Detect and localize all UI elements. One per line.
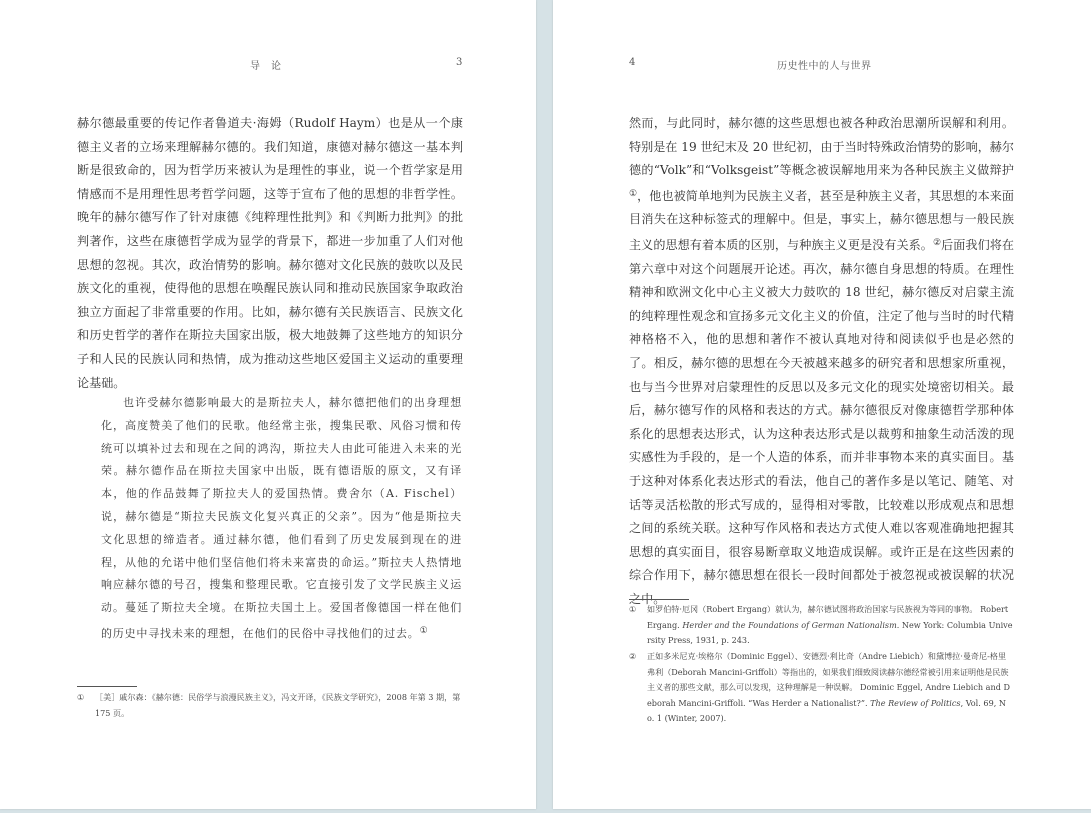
right-footnote-2 xyxy=(629,649,1013,727)
left-body-paragraph: 赫尔德最重要的传记作者鲁道夫·海姆（Rudolf Haym）也是从一个康德主义者的立场来理解赫尔德的。我们知道，康德对赫尔德这一基本判断是很致命的，因为哲学历来被认为是理性的事业，说一个哲学家是用情感而不是用理性思考哲学问题，这等于宣布了他的思想的非哲学性。晚年的赫尔德写作了针对康德《纯粹理性批判》和《判断力批判》的批判著作，这些在康德哲学成为显学的背景下，都进一步加重了人们对他思想的忽视。其次，政治情势的影响。赫尔德对文化民族的鼓吹以及民族文化的重视，使得他的思想在唤醒民族认同和推动民族国家争取政治独立方面起了非常重要的作用。比如，赫尔德有关民族语言、民族文化和历史哲学的著作在斯拉夫国家出版，极大地鼓舞了这些地方的知识分子和人民的民族认同和热情，成为推动这些地区爱国主义运动的重要理论基础。 xyxy=(77,116,463,390)
right-page-number: 4 xyxy=(629,57,636,68)
footnote-1-mark: ① xyxy=(629,604,637,614)
footnote-2-mark: ② xyxy=(629,651,637,661)
right-body-paragraph xyxy=(629,112,1014,611)
footnote-ref-1[interactable]: ① xyxy=(629,188,638,199)
right-footnote-1 xyxy=(629,602,1013,649)
footnote-2-pre: Dominic Eggel, Andre Liebich and Deborah Mancini-Griffoli. “Was Herder a Nationalist?”. xyxy=(647,682,1010,708)
footnote-1-post: . New York: Columbia University Press, 1931, p. 243. xyxy=(647,619,1013,645)
left-header-title: 导 论 xyxy=(250,61,282,72)
block-quote-text: 也许受赫尔德影响最大的是斯拉夫人，赫尔德把他们的出身理想化，高度赞美了他们的民歌。他经常主张，搜集民歌、风俗习惯和传统可以填补过去和现在之间的鸿沟，斯拉夫人由此可能进入未来的光荣。赫尔德作品在斯拉夫国家中出版，既有德语版的原文，又有译本，他的作品鼓舞了斯拉夫人的爱国热情。费舍尔（A. Fischel）说，赫尔德是“斯拉夫民族文化复兴真正的父亲”。因为“他是斯拉夫文化思想的缔造者。通过赫尔德，他们看到了历史发展到现在的进程，从他的允诺中他们坚信他们将未来富贵的命运。”斯拉夫人热情地响应赫尔德的号召，搜集和整理民歌。它直接引发了文学民族主义运动。蔓延了斯拉夫全境。在斯拉夫国土上。爱国者像德国一样在他们的历史中寻找未来的理想，在他们的民俗中寻找他们的过去。 xyxy=(101,396,462,640)
right-para-part-2: ，他也被简单地判为民族主义者，甚至是种族主义者，其思想的本来面目消失在这种标签式的理解中。但是，事实上，赫尔德思想与一般民族主义的思想有着本质的区别，与种族主义更是没有关系。 xyxy=(629,188,1014,252)
left-footnote-mark: ① xyxy=(77,692,85,702)
left-block-quote xyxy=(101,392,462,646)
footnote-2-title: The Review of Politics xyxy=(870,697,961,708)
left-page-number: 3 xyxy=(456,57,463,68)
right-para-part-1: 然而，与此同时，赫尔德的这些思想也被各种政治思潮所误解和利用。特别是在 19 世纪末及 20 世纪初，由于当时特殊政治情势的影响，赫尔德的“Volk”和“Volksgeist”等概念被误解地用来为各种民族主义做辩护 xyxy=(629,116,1014,178)
footnote-1-title: Herder and the Foundations of German Nationalism xyxy=(682,619,897,630)
left-footnote xyxy=(77,690,463,721)
right-page xyxy=(553,0,1091,809)
right-header-title: 历史性中的人与世界 xyxy=(777,61,872,72)
quote-footnote-ref[interactable]: ① xyxy=(419,625,429,636)
footnote-1-pre: Robert Ergang. xyxy=(647,604,1009,630)
footnote-ref-2[interactable]: ② xyxy=(932,237,942,248)
left-footnote-rule xyxy=(77,686,137,687)
footnote-1-cn: 如罗伯特·厄冈（Robert Ergang）就认为，赫尔德试图将政治国家与民族视为等同的事物。 xyxy=(647,604,978,614)
left-footnote-text: ［美］戚尔森：《赫尔德：民俗学与浪漫民族主义》，冯文开译，《民族文学研究》，2008 年第 3 期，第 175 页。 xyxy=(95,692,461,718)
footnote-2-cn: 正如多米尼克·埃格尔（Dominic Eggel）、安德烈·利比奇（Andre Liebich）和黛博拉·曼奇尼-格里弗利（Deborah Mancini-Griffoli）等指出的，如果我们细致阅读赫尔德经常被引用来证明他是民族主义者的那些文献，那么可以发现，这种理解是一种误解。 xyxy=(647,651,1009,692)
footnote-2-post: , Vol. 69, No. 1 (Winter, 2007). xyxy=(647,697,1006,723)
left-page xyxy=(0,0,536,809)
right-para-part-3: 后面我们将在第六章中对这个问题展开论述。再次，赫尔德自身思想的特质。在理性精神和欧洲文化中心主义被大力鼓吹的 18 世纪，赫尔德反对启蒙主流的纯粹理性观念和宣扬多元文化主义的价值，注定了他与当时的时代精神格格不入，他的思想和著作不被认真地对待和阅读似乎也是必然的了。相反，赫尔德的思想在今天被越来越多的研究者和思想家所重视，也与当今世界对启蒙理性的反思以及多元文化的现实处境密切相关。最后，赫尔德写作的风格和表达的方式。赫尔德很反对像康德哲学那种体系化的思想表达形式，认为这种表达形式是以裁剪和抽象生动活泼的现实感性为手段的，是一个人造的体系，而并非事物本来的真实面目。基于这种对体系化表达形式的看法，他自己的著作多是以笔记、随笔、对话等灵活松散的形式写成的，显得相对零散，比较难以形成观点和思想之间的系统关联。这种写作风格和表达方式使人难以客观准确地把握其思想的真实面目，很容易断章取义地造成误解。或许正是在这些因素的综合作用下，赫尔德思想在很长一段时间都处于被忽视或被误解的状况之中。 xyxy=(629,237,1014,606)
right-footnote-rule xyxy=(629,599,689,600)
